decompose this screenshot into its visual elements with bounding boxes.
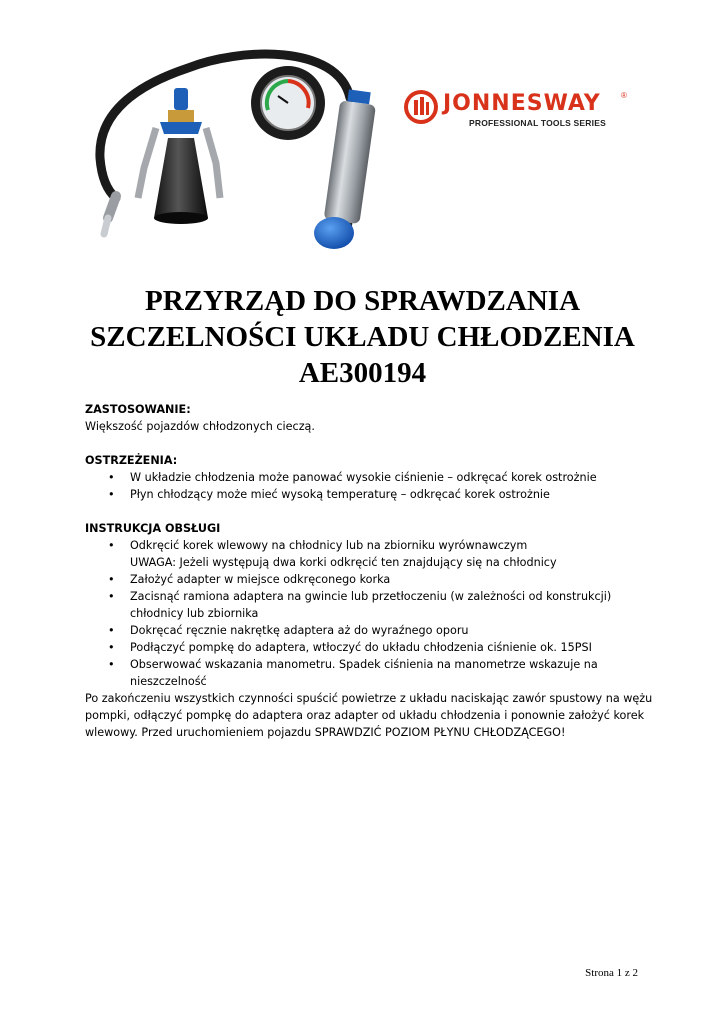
application-text: Większość pojazdów chłodzonych cieczą. (85, 420, 315, 433)
list-item: • Podłączyć pompkę do adaptera, wtłoczyć do układu chłodzenia ciśnienie ok. 15PSI (108, 641, 592, 654)
bullet-icon: • (108, 573, 115, 586)
bullet-icon: • (108, 539, 115, 552)
bullet-icon: • (108, 590, 115, 603)
list-item: • W układzie chłodzenia może panować wysokie ciśnienie – odkręcać korek ostrożnie (108, 471, 597, 484)
title-line-3: AE300194 (298, 357, 427, 389)
bullet-icon: • (108, 641, 115, 654)
closing-paragraph: Po zakończeniu wszystkich czynności spuścić powietrze z układu naciskając zawór spustowy na wężu pompki, odłączyć pompkę do adaptera oraz adapter od układu chłodzenia i ponownie założyć korek wlewowy. Przed uruchomieniem pojazdu SPRAWDZIĆ POZIOM PŁYNU CHŁODZĄCEGO! (85, 692, 653, 739)
logo-emblem-icon (403, 89, 439, 125)
list-item: • Założyć adapter w miejsce odkręconego korka (108, 573, 391, 586)
instructions-list (85, 537, 665, 690)
bullet-icon: • (108, 624, 115, 637)
document-title (60, 283, 665, 391)
list-item: • Zacisnąć ramiona adaptera na gwincie lub przetłoczeniu (w zależności od konstrukcji) chłodnicy lub zbiornika (108, 590, 612, 620)
product-image (88, 48, 388, 258)
bullet-icon: • (108, 488, 115, 501)
logo-registered-mark: ® (621, 91, 627, 100)
instructions-heading: INSTRUKCJA OBSŁUGI (85, 522, 221, 535)
logo-wordmark: JONNESWAY (443, 91, 601, 116)
title-line-2: SZCZELNOŚCI UKŁADU CHŁODZENIA (90, 321, 635, 353)
bullet-icon: • (108, 471, 115, 484)
title-line-1: PRZYRZĄD DO SPRAWDZANIA (144, 285, 581, 317)
page-number: Strona 1 z 2 (585, 967, 638, 979)
list-item: • Odkręcić korek wlewowy na chłodnicy lub na zbiorniku wyrównawczym UWAGA: Jeżeli występują dwa korki odkręcić ten znajdujący się na chłodnicy (85, 537, 665, 571)
brand-logo (403, 88, 633, 130)
bullet-icon: • (108, 658, 115, 671)
warning-note: UWAGA: Jeżeli występują dwa korki odkręcić ten znajdujący się na chłodnicy (130, 556, 557, 569)
list-item: • Obserwować wskazania manometru. Spadek ciśnienia na manometrze wskazuje na nieszczelność (108, 658, 598, 688)
list-item: • Dokręcać ręcznie nakrętkę adaptera aż do wyraźnego oporu (108, 624, 469, 637)
document-body (85, 401, 665, 741)
warnings-list (85, 469, 665, 503)
warnings-heading: OSTRZEŻENIA: (85, 454, 178, 467)
list-item: • Płyn chłodzący może mieć wysoką temperaturę – odkręcać korek ostrożnie (108, 488, 550, 501)
application-heading: ZASTOSOWANIE: (85, 403, 191, 416)
logo-tagline: PROFESSIONAL TOOLS SERIES (469, 118, 606, 128)
